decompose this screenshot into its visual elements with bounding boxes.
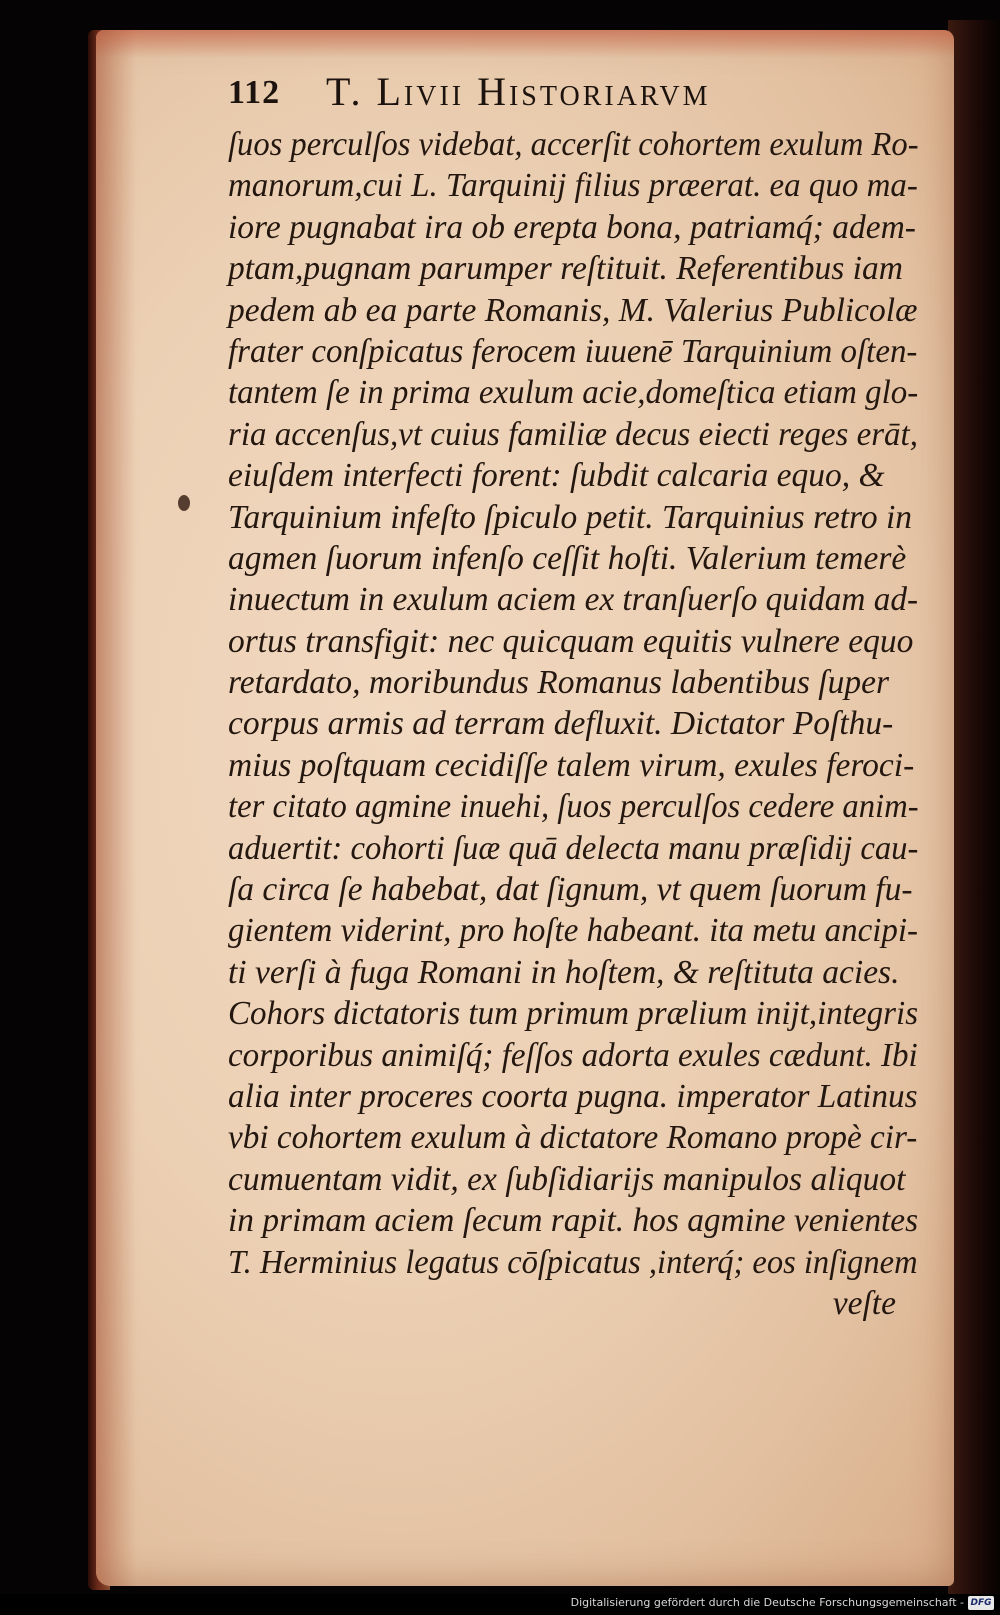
body-text [228,124,918,1324]
running-title: T. Livii Historiarvm [326,69,711,114]
text-line: ria accenſus,vt cuius familiæ decus eiecti reges erāt, [228,415,918,453]
text-line: T. Herminius legatus cōſpicatus ,interq́; eos inſignem [228,1243,918,1281]
page-stain-top [96,30,954,58]
text-line: in primam aciem ſecum rapit. hos agmine venientes [228,1202,919,1240]
text-line: corpus armis ad terram defluxit. Dictator Poſthu- [228,705,894,743]
page-stain-left [96,30,136,1586]
book-edge-right [948,20,1000,1595]
text-line: frater conſpicatus ferocem iuuenē Tarquinium oſten- [228,332,918,370]
digitization-footer [0,1594,1000,1615]
text-line: alia inter proceres coorta pugna. imperator Latinus [228,1077,918,1115]
text-line: ſa circa ſe habebat, dat ſignum, vt quem ſuorum fu- [228,871,913,909]
dfg-logo: DFG [968,1596,994,1610]
text-line: ptam,pugnam parumper reſtituit. Referentibus iam [228,250,903,288]
text-line: eiuſdem interfecti forent: ſubdit calcaria equo, & [228,457,885,495]
text-line: cumuentam vidit, ex ſubſidiarijs manipulos aliquot [228,1160,906,1198]
text-line: ſuos perculſos videbat, accerſit cohortem exulum Ro- [228,126,919,163]
text-line: gientem viderint, pro hoſte habeant. ita metu ancipi- [228,912,918,950]
text-line: Tarquinium infeſto ſpiculo petit. Tarquinius retro in [228,498,913,536]
catchword: veſte [832,1284,896,1322]
text-line: retardato, moribundus Romanus labentibus ſuper [228,664,890,702]
page-number: 112 [228,74,281,111]
text-line: manorum,cui L. Tarquinij filius præerat. ea quo ma- [228,167,918,205]
text-line: aduertit: cohorti ſuæ quā delecta manu præſidij cau- [228,829,919,867]
text-line: ter citato agmine inuehi, ſuos perculſos cedere anim- [228,788,919,826]
ink-blot [178,495,190,511]
text-line: pedem ab ea parte Romanis, M. Valerius Publicolæ [228,291,918,329]
text-line: tantem ſe in prima exulum acie,domeſtica etiam glo- [228,374,919,412]
text-line: mius poſtquam cecidiſſe talem virum, exules feroci- [228,746,915,784]
text-line: Cohors dictatoris tum primum prælium inijt,integris [228,995,919,1033]
text-line: vbi cohortem exulum à dictatore Romano propè cir- [228,1119,918,1157]
text-line: agmen ſuorum infenſo ceſſit hoſti. Valerium temerè [228,539,907,577]
text-line: corporibus animiſq́; feſſos adorta exules cædunt. Ibi [228,1036,918,1074]
page-header [228,68,918,120]
text-line: iore pugnabat ira ob erepta bona, patriamq́; adem- [228,208,916,246]
footer-credit: Digitalisierung gefördert durch die Deutsche Forschungsgemeinschaft - [570,1596,964,1609]
text-line: inuectum in exulum aciem ex tranſuerſo quidam ad- [228,581,919,619]
text-line: ti verſi à fuga Romani in hoſtem, & reſtituta acies. [228,953,900,991]
text-line: ortus transfigit: nec quicquam equitis vulnere equo [228,622,914,660]
